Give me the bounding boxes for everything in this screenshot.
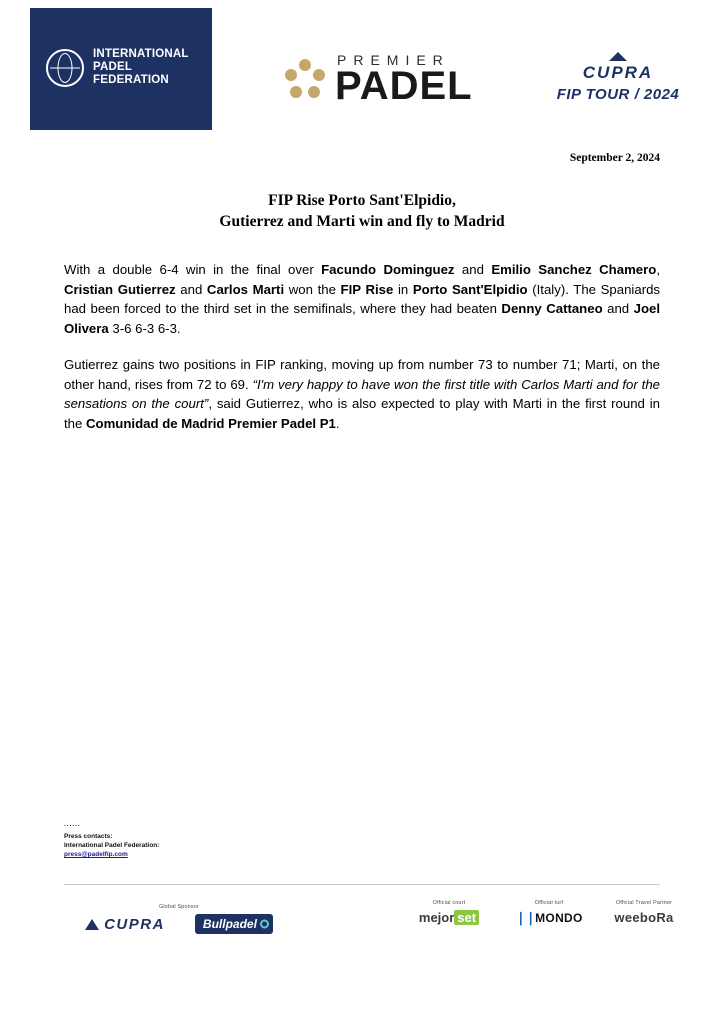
p1-s2: and — [454, 262, 492, 277]
mejorset-part-c: set — [454, 910, 479, 925]
premier-word: PREMIER — [337, 52, 450, 68]
title-line-1: FIP Rise Porto Sant'Elpidio, — [268, 192, 456, 209]
fip-logo-line1: INTERNATIONAL — [93, 48, 189, 60]
cupra-tour-line — [548, 86, 688, 103]
mejorset-part-b: or — [441, 910, 455, 925]
mondo-bars-icon: ❘❘ — [515, 910, 536, 925]
fip-tour-label: FIP TOUR — [556, 86, 630, 103]
p1-s8: and — [602, 301, 634, 316]
cupra-separator: / — [634, 86, 640, 103]
p2-quote: “I'm very happy to have won the first title with Carlos Marti and for the sensations on the court” — [64, 376, 660, 411]
cupra-triangle-icon — [609, 52, 627, 61]
p1-b2: Emilio Sanchez Chamero — [491, 262, 657, 277]
weebora-logo: weeboRa — [614, 910, 674, 925]
fip-logo-line3: FEDERATION — [93, 74, 169, 86]
mondo-logo — [504, 910, 594, 926]
p1-b6: Porto Sant'Elpidio — [412, 281, 528, 297]
cupra-year: 2024 — [643, 86, 680, 103]
p1-s9: 3-6 6-3 6-3. — [108, 320, 181, 336]
official-turf-label: Official turf — [534, 900, 564, 906]
sponsor-group-floor — [504, 900, 594, 926]
p1-s4: and — [175, 281, 207, 297]
document-date: September 2, 2024 — [569, 152, 660, 164]
footer-divider — [64, 884, 660, 885]
cupra-brand: CUPRA — [582, 63, 654, 82]
sponsor-footer — [64, 896, 674, 956]
globe-icon — [46, 49, 84, 87]
travel-partner-label: Official Travel Partner — [615, 900, 673, 906]
document-header — [0, 0, 724, 130]
fip-logo-text — [93, 48, 189, 87]
p2-b1: Comunidad de Madrid Premier Padel P1 — [86, 415, 336, 431]
sponsor-group-travel — [584, 900, 704, 925]
press-contacts — [64, 820, 159, 859]
p2-s2: , said Gutierrez, who is also expected to play with Marti in the first round in the — [64, 396, 661, 431]
premier-padel-logo — [285, 50, 485, 112]
flower-icon — [285, 58, 325, 100]
p1-s5: won the — [284, 281, 341, 297]
bullpadel-logo: Bullpadel — [195, 914, 273, 934]
global-sponsor-logos — [64, 914, 294, 934]
cupra-fip-tour-logo — [548, 52, 688, 103]
official-court-label: Official court — [432, 900, 466, 906]
p1-b3: Cristian Gutierrez — [64, 281, 176, 297]
p1-s7: (Italy). The Spaniards had been forced to the third set in the semifinals, where they had beaten — [64, 281, 661, 316]
sponsor-group-court — [404, 900, 494, 925]
cupra-footer-logo — [85, 916, 165, 933]
p1-b1: Facundo Dominguez — [321, 262, 455, 277]
mondo-text: MONDO — [535, 911, 583, 925]
fip-logo-line2: PADEL — [93, 61, 133, 73]
page-title — [64, 190, 660, 232]
p1-b7: Denny Cattaneo — [501, 301, 603, 316]
p1-s1: With a double 6-4 win in the final over — [64, 262, 322, 277]
global-sponsor-label: Global Sponsor — [159, 904, 199, 910]
contacts-dots: ...... — [64, 821, 81, 828]
cupra-triangle-icon-footer — [85, 919, 99, 930]
p1-b4: Carlos Marti — [206, 281, 285, 297]
contacts-email-link[interactable]: press@padelfip.com — [64, 851, 128, 858]
p1-b5: FIP Rise — [340, 281, 394, 297]
p1-s3: , — [656, 262, 660, 277]
mejorset-logo — [404, 910, 494, 925]
sponsor-group-global — [64, 904, 294, 934]
p1-s6: in — [393, 281, 413, 297]
contacts-heading: Press contacts: — [64, 833, 113, 840]
fip-logo — [46, 48, 189, 87]
cupra-footer-text: CUPRA — [104, 915, 165, 933]
p2-s3: . — [335, 415, 340, 431]
padel-word: PADEL — [335, 64, 473, 108]
mejorset-part-a: mej — [418, 910, 442, 925]
paragraph-1 — [64, 260, 660, 338]
contacts-org: International Padel Federation: — [64, 842, 160, 849]
title-line-2: Gutierrez and Marti win and fly to Madrid — [219, 213, 505, 230]
paragraph-2 — [64, 355, 660, 433]
p2-s1: Gutierrez gains two positions in FIP ranking, moving up from number 73 to number 71; Marti, on the other hand, rises from 72 to 69. — [64, 357, 660, 392]
p1-b8: Joel Olivera — [64, 301, 661, 336]
document-content — [64, 152, 660, 450]
